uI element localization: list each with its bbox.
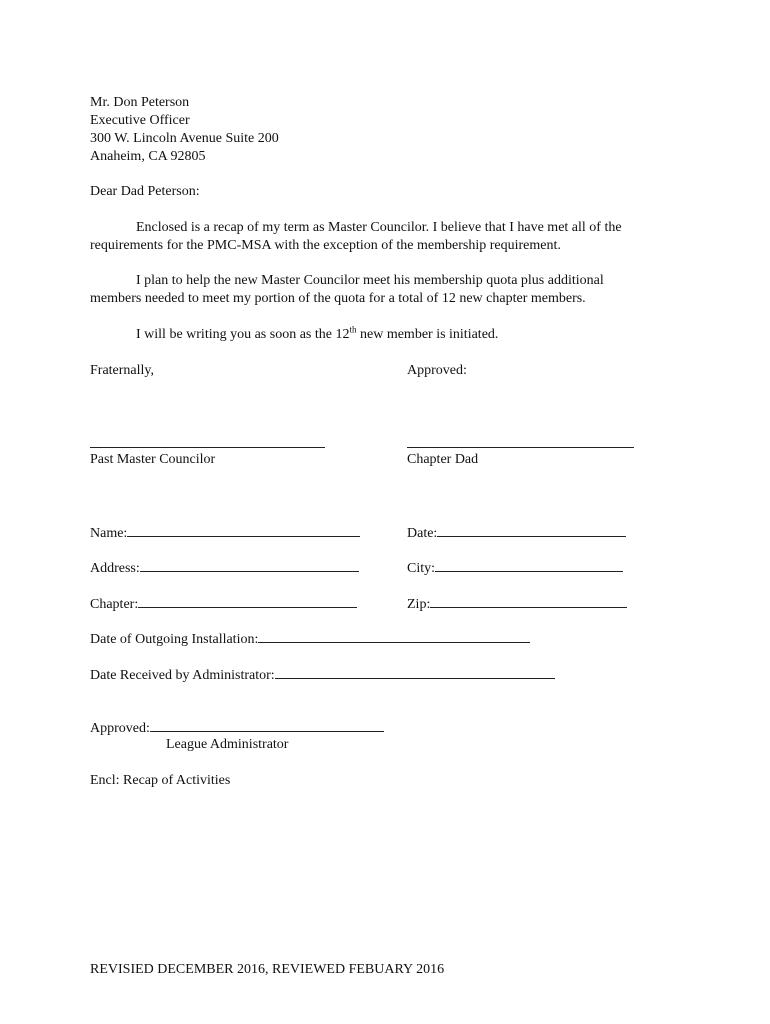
field-date-received-label: Date Received by Administrator: <box>90 668 275 683</box>
field-approved-label: Approved: <box>90 721 150 736</box>
signature-label-past-master-councilor: Past Master Councilor <box>90 452 216 467</box>
paragraph-2-line-1: I plan to help the new Master Councilor meet his membership quota plus additional <box>136 273 604 288</box>
paragraph-1-line-2: requirements for the PMC-MSA with the exception of the membership requirement. <box>90 238 561 253</box>
signature-line-past-master-councilor[interactable] <box>90 447 325 448</box>
recipient-city-line: Anaheim, CA 92805 <box>90 149 206 164</box>
recipient-address: 300 W. Lincoln Avenue Suite 200 <box>90 131 279 146</box>
field-name-label: Name: <box>90 526 128 541</box>
field-zip-input[interactable] <box>430 594 627 608</box>
revision-footer: REVISIED DECEMBER 2016, REVIEWED FEBUARY 2016 <box>90 962 445 977</box>
recipient-name: Mr. Don Peterson <box>90 95 190 110</box>
closing-approved: Approved: <box>407 363 467 378</box>
field-city <box>407 558 623 578</box>
paragraph-3-after: new member is initiated. <box>356 327 499 342</box>
field-address-input[interactable] <box>140 558 359 572</box>
paragraph-3 <box>136 326 498 344</box>
field-date-input[interactable] <box>437 523 626 537</box>
field-date-label: Date: <box>407 526 438 541</box>
field-date-received-input[interactable] <box>275 665 555 679</box>
field-zip <box>407 594 627 614</box>
field-address <box>90 558 359 578</box>
field-city-input[interactable] <box>435 558 623 572</box>
field-outgoing-installation-input[interactable] <box>258 629 530 643</box>
recipient-title: Executive Officer <box>90 113 190 128</box>
field-zip-label: Zip: <box>407 597 431 612</box>
field-city-label: City: <box>407 561 436 576</box>
field-chapter <box>90 594 357 614</box>
paragraph-2-line-2: members needed to meet my portion of the quota for a total of 12 new chapter members. <box>90 291 586 306</box>
signature-line-chapter-dad[interactable] <box>407 447 634 448</box>
paragraph-1-line-1: Enclosed is a recap of my term as Master Councilor. I believe that I have met all of the <box>136 220 622 235</box>
field-chapter-input[interactable] <box>138 594 357 608</box>
field-date <box>407 523 626 543</box>
paragraph-3-ordinal: th <box>349 324 357 335</box>
salutation: Dear Dad Peterson: <box>90 184 200 199</box>
field-outgoing-installation-label: Date of Outgoing Installation: <box>90 632 259 647</box>
league-administrator-label: League Administrator <box>166 737 289 752</box>
field-name-input[interactable] <box>127 523 360 537</box>
field-approved <box>90 718 384 738</box>
signature-label-chapter-dad: Chapter Dad <box>407 452 479 467</box>
enclosure-note: Encl: Recap of Activities <box>90 773 231 788</box>
field-chapter-label: Chapter: <box>90 597 139 612</box>
field-date-received <box>90 665 555 685</box>
paragraph-3-before: I will be writing you as soon as the 12 <box>136 327 350 342</box>
field-name <box>90 523 360 543</box>
field-outgoing-installation <box>90 629 530 649</box>
field-approved-input[interactable] <box>150 718 384 732</box>
field-address-label: Address: <box>90 561 140 576</box>
closing-fraternally: Fraternally, <box>90 363 155 378</box>
